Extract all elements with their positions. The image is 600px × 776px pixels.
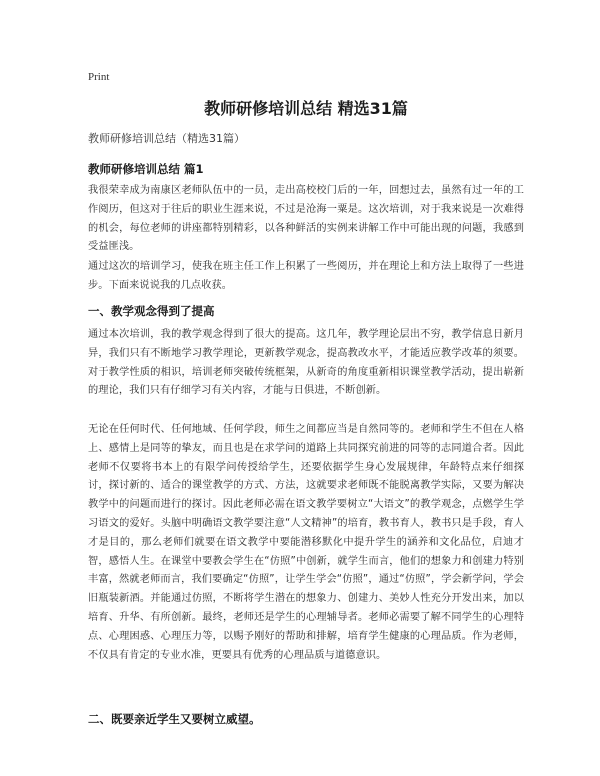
section-heading-2: 二、既要亲近学生又要树立威望。 [88, 712, 261, 726]
section-heading-1: 一、教学观念得到了提高 [88, 304, 215, 318]
intro-paragraph-2: 通过这次的培训学习，使我在班主任工作上积累了一些阅历，并在理论上和方法上取得了一些进步。下面来说说我的几点收获。 [88, 261, 524, 291]
intro-paragraph-1: 我很荣幸成为南康区老师队伍中的一员，走出高校校门后的一年，回想过去，虽然有过一年的工作阅历，但这对于往后的职业生涯来说，不过是沧海一粟是。这次培训，对于我来说是一次难得的机会，每位老师的讲座都特别精彩，以各种鲜活的实例来讲解工作中可能出现的问题，我感到受益匪浅。 [88, 185, 524, 253]
document-subtitle: 教师研修培训总结（精选31篇） [88, 132, 245, 145]
article-heading: 教师研修培训总结 篇1 [88, 162, 204, 176]
section1-paragraph-2: 无论在任何时代、任何地域、任何学段，师生之间都应当是自然同等的。老师和学生不但在人格上、感情上是同等的挚友，而且也是在求学问的道路上共同探究前进的同等的志同道合者。因此老师不仅要将书本上的有限学问传授给学生，还要依据学生身心发展规律，年龄特点来仔细探讨，探讨新的、适合的课堂教学的方式、方法，这就要求老师既不能脱离教学实际，又要为解决教学中的问题而进行的探讨。因此老师必需在语文教学要树立“大语文”的教学观念，点燃学生学习语文的爱好。头脑中明确语文教学要注意“人文精神”的培育，教书育人，教书只是手段，育人才是目的，那么老师们就要在语文教学中要能潜移默化中提升学生的涵养和文化品位，启迪才智，感悟人生。在课堂中要教会学生在“仿照”中创新，就学生而言，他们的想象力和创建力特别丰富，然就老师而言，我们要确定“仿照”，让学生学会“仿照”，通过“仿照”，学会新学问，学会旧瓶装新酒。并能通过仿照，不断将学生潜在的想象力、创建力、美妙人性充分开发出来，加以培育、升华、有所创新。最终，老师还是学生的心理辅导者。老师必需要了解不同学生的心理特点、心理困惑、心理压力等，以赐予刚好的帮助和排解，培育学生健康的心理品质。作为老师，不仅具有肯定的专业水准，更要具有优秀的心理品质与道德意识。 [88, 424, 524, 661]
print-label: Print [88, 71, 110, 83]
document-title: 教师研修培训总结 精选31篇 [204, 99, 408, 118]
section1-paragraph-1: 通过本次培训，我的教学观念得到了很大的提高。这几年，教学理论层出不穷，教学信息日新月异，我们只有不断地学习教学理论，更新教学观念，提高教改水平，才能适应教学改革的须要。对于教学性质的相识，培训老师突破传统框架，从新奇的角度重新相识课堂教学活动，提出崭新的理论，我们只有仔细学习有关内容，才能与日俱进，不断创新。 [88, 329, 524, 397]
